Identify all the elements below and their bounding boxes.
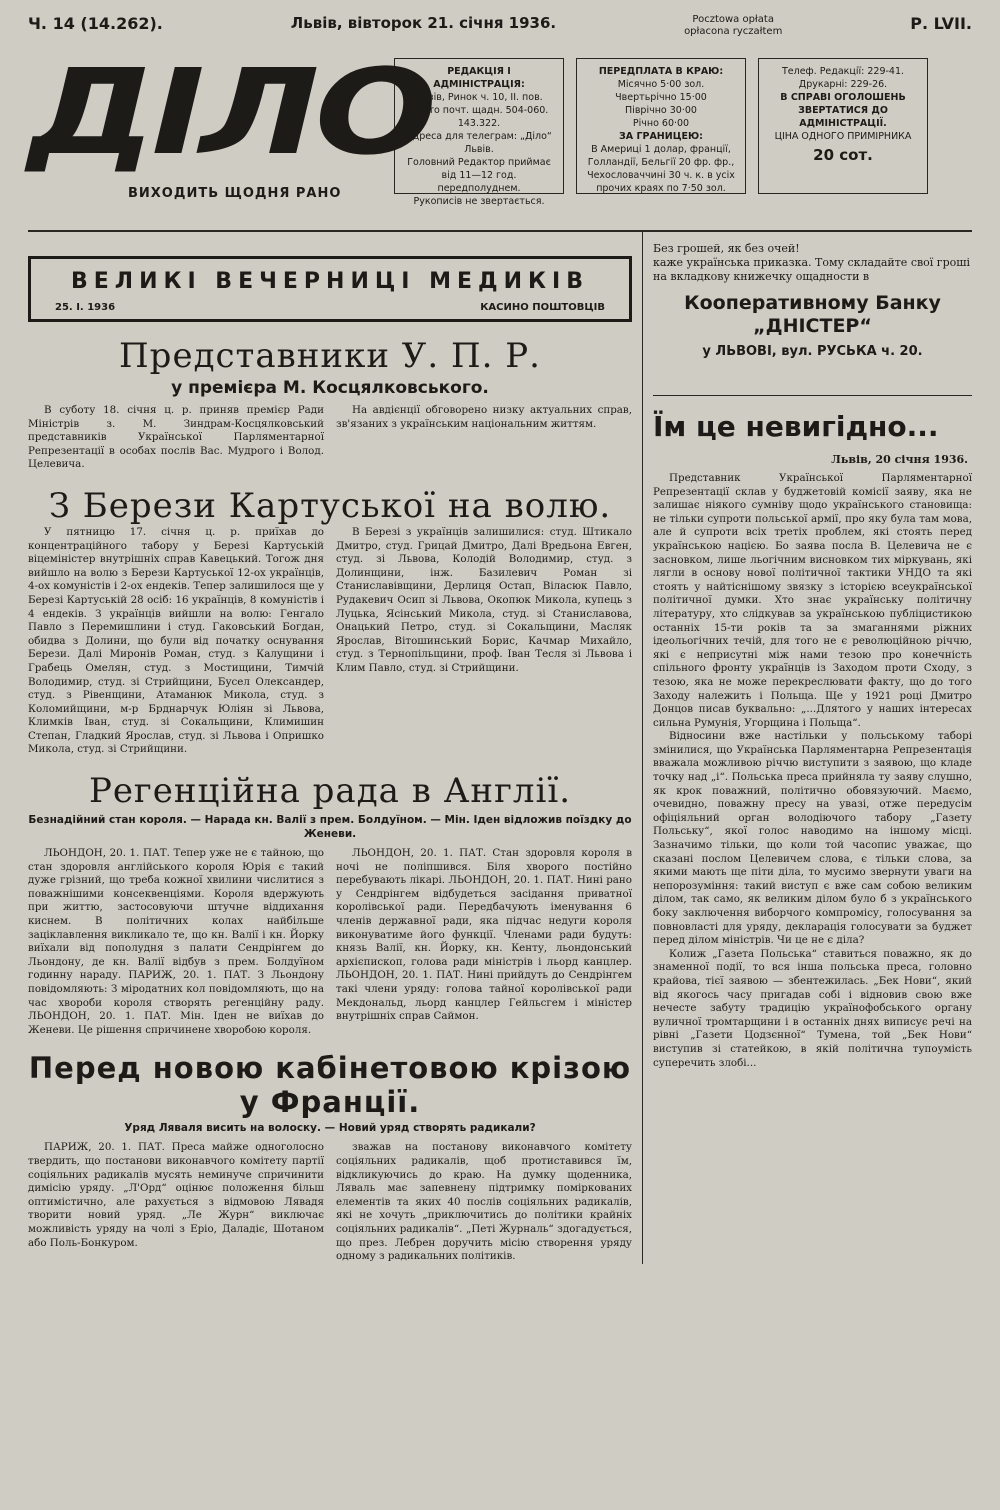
article-4-deck: Уряд Ляваля висить на волоску. — Новий уряд створять радикали? <box>124 1122 536 1135</box>
office-heading: РЕДАКЦІЯ І АДМІНІСТРАЦІЯ: <box>433 66 525 90</box>
article-1-title: Представники У. П. Р. <box>119 336 541 376</box>
article-1-col-1: В суботу 18. січня ц. р. приняв премієр Ради Міністрів з. М. Зиндрам-Косцялковський представників Української Парляментарної Репрезентації в особах послів Вас. Мудрого і Волод. Целевича. <box>28 404 324 471</box>
ads-note: В СПРАВІ ОГОЛОШЕНЬ ЗВЕРТАТИСЯ ДО АДМІНІСТРАЦІЇ. <box>780 92 906 129</box>
event-banner <box>28 256 632 322</box>
editorial-paragraph: Відносини вже настільки у польському таборі змінилися, що Українська Парляментарна Репрезентація вважала можливою річчю виступити з заявою, що кладе точку над „і“. Польська преса прийняла ту заяву слушно, як крок поважний, політично обовязуючий. Маємо, очевидно, поважну пресу на увазі, отже передусім офіціяльний орган володіючого табору „Газету Польську“, якої голос наводимо на іншому місці. Зазначимо тільки, що коли той часопис уважає, що сказані послом Целевичем слова, є тільки слова, за якими мають ще піти діла, то мусимо звернути уваги на непорозуміння: такий виступ є вже сам собою великим ділом, так само, як великим ділом було б з українського боку заключення виборчого компромісу, голосування за повновласті для уряду, декларація голосувати за буджет перед ділом міністрів. Чи це не є діла? <box>653 730 972 947</box>
article-1-body <box>28 404 632 472</box>
manuscripts-note: Рукописів не звертається. <box>413 196 545 207</box>
tagline: ВИХОДИТЬ ЩОДНЯ РАНО <box>128 186 342 201</box>
editor-hours: Головний Редактор приймає від 11—12 год. передполуднем. <box>407 157 551 194</box>
editorial-paragraph: Представник Української Парляментарної Репрезентації склав у буджетовій комісії заяву, яка не залишає ніякого сумніву щодо українського становища: не тільки супроти польської армії, про яку була там мова, але й супроти всіх третіх проблем, які стоять перед українською нацією. Бо заява посла В. Целевича не є засновком, лише льогічним висновком тих міркувань, які лягли в основу нової політичної тактики УНДО та які стоять у найтіснішому звязку з історією всеукраїнської політичної думки. Хто знає українську політичну літературу, хто слідкував за українською публіцистикою останніх 15-ти років та за змаганнями ріжних ідеольогічних течій, для того не є революційною річчю, які є неприсутні між нами тезою про конечність спільного фронту українців із Заходом проти Сходу, з тезою, яка не може перекреслювати факту, що до того Заходу належить і Польща. Ще у 1921 році Дмитро Донцов писав буквально: „...Длятого у наших інтересах сильна Румунія, Угорщина і Польща“. <box>653 472 972 729</box>
bank-name: Кооперативному Банку „ДНІСТЕР“ <box>684 292 941 337</box>
phone-printing: Друкарні: 229-26. <box>798 79 888 90</box>
postal-account: Конто почт. щадн. 504-060. 143.322. <box>409 105 549 129</box>
event-venue: КАСИНО ПОШТОВЦІВ <box>480 302 605 313</box>
article-2-body <box>28 526 632 757</box>
telegram-address: Адреса для телеграм: „Діло“ Львів. <box>406 131 552 155</box>
price-yearly: Річно 60·00 <box>632 118 690 129</box>
dateline: Львів, вівторок 21. січня 1936. <box>290 14 557 32</box>
abroad-heading: ЗА ГРАНИЦЕЮ: <box>619 131 703 142</box>
price-quarterly: Чвертьрічно 15·00 <box>615 92 707 103</box>
article-3-body <box>28 847 632 1037</box>
price-monthly: Місячно 5·00 зол. <box>617 79 705 90</box>
article-4-col-2: зважав на постанову виконавчого комітету соціяльних радикалів, щоб протиставився їм, відкликуючись до краю. На думку щоденника, Ляваль має запевнену підтримку поміркованих елементів та яких 40 послів соціяльних радикалів, які не хочуть „приключитись до політики крайніх соціяльних радикалів“. „Петі Журналь“ здогадується, що през. Лебрен доручить місію створення уряду одному з радикальних політиків. <box>336 1141 632 1263</box>
article-4-title: Перед новою кабінетовою крізою у Франції. <box>28 1051 632 1120</box>
copy-price: 20 сот. <box>813 146 873 164</box>
article-4-col-1: ПАРИЖ, 20. 1. ПАТ. Преса майже одноголосно твердить, що постанови виконавчого комітету партії соціяльних радикалів мусять неминуче спричинити димісію уряду. „Л'Орд“ оцінює положення більш оптимістично, але рахується з відмовою Лявадя творити новий уряд. „Ле Журн“ виключає можливість уряду на чолі з Еріо, Даладіє, Шотаном або Поль-Бонкуром. <box>28 1141 324 1249</box>
article-3-deck: Безнадійний стан короля. — Нарада кн. Валії з прем. Болдуїном. — Мін. Іден відложив поїздку до Женеви. <box>28 814 632 841</box>
bank-ad-line-2: каже українська приказка. Тому складайте свої гроші на вкладкову книжечку ощадности в <box>653 256 970 283</box>
right-column <box>643 232 972 1264</box>
postal-line-1: Pocztowa opłata <box>692 14 774 25</box>
article-1-col-2: На авдієнції обговорено низку актуальних справ, зв'язаних з українським національним життям. <box>336 404 632 430</box>
bank-ad-text <box>653 232 972 284</box>
copy-price-label: ЦІНА ОДНОГО ПРИМІРНИКА <box>774 131 912 142</box>
office-address: Львів, Ринок ч. 10, II. пов. <box>415 92 543 103</box>
bank-address: у ЛЬВОВІ, вул. РУСЬКА ч. 20. <box>702 344 923 359</box>
price-halfyear: Піврічно 30·00 <box>625 105 697 116</box>
article-4-body <box>28 1141 632 1263</box>
event-date: 25. І. 1936 <box>55 302 116 313</box>
article-1-subtitle: у премієра М. Косцялковського. <box>171 378 489 398</box>
editorial-dateline: Львів, 20 січня 1936. <box>831 453 968 466</box>
issue-number: Ч. 14 (14.262). <box>28 14 163 33</box>
subscription-box <box>576 58 746 194</box>
left-column <box>28 232 643 1264</box>
article-2-col-1: У пятницю 17. січня ц. р. приїхав до концентраційного табору у Березі Картуській віцеміністер внутрішніх справ Кавецький. Тогож дня вийшло на волю з Берези Картуської 12-ох українців, 4-ох комуністів і 2-ох ендеків. Тепер залишилося ще у Березі Картуській 28 осіб: 16 українців, 8 комуністів і 4 ендеків. З українців вийшли на волю: Генгало Павло з Перемишлини і студ. Гаковський Богдан, обидва з Долини, що були від початку оснування Берези. Далі Миронів Роман, студ. з Калущини і Грабець Омелян, студ. з Мостищини, Тимчій Володимир, студ. зі Стрийщини, Бусел Олександер, студ. з Рівенщини, Атаманюк Микола, студ. з Коломийщини, м-р Брднарчук Юліян зі Львова, Климків Іван, студ. зі Сокальщини, Климишин Степан, Гладкий Ярослав, студ. зі Львова і Опришко Микола, студ. зі Стрийщини. <box>28 525 324 756</box>
postal-line-2: opłacona ryczałtem <box>684 26 783 37</box>
postal-note <box>684 14 782 38</box>
abroad-prices: В Америці 1 долар, франції, Голландії, Бельгії 20 фр. фр., Чехословаччині 30 ч. к. в усіх прочих краях по 7·50 зол. <box>587 144 735 194</box>
year-number: Р. LVII. <box>910 14 972 33</box>
phone-editorial: Телеф. Редакції: 229-41. <box>781 66 905 77</box>
phones-box <box>758 58 928 194</box>
article-3-col-1: ЛЬОНДОН, 20. 1. ПАТ. Тепер уже не є тайною, що стан здоровля англійського короля Юрія є такий дуже грізний, що треба кожної хвилини числитися з поважнішими консеквенціями. Короля вдержують при життю, застосовуючи штучне віддихання киснем. В політичних колах найбільше заціклавлення викликало те, що кн. Валії і кн. Йорку виїхали від пополудня з палати Сендрінгем до Льондону, де кн. Валії відбув з прем. Болдуїном годинну нараду. ПАРИЖ, 20. 1. ПАТ. З Льондону повідомляють: З міродатних кол повідомляють, що на час хвороби короля створять регенційну раду. ЛЬОНДОН, 20. 1. ПАТ. Мін. Іден не виїхав до Женеви. Це рішення спричинене хворобою короля. <box>28 847 324 1036</box>
subscription-heading: ПЕРЕДПЛАТА В КРАЮ: <box>598 66 724 77</box>
article-2-col-2: В Березі з українців залишилися: студ. Штикало Дмитро, студ. Грицай Дмитро, Далі Вредьона Евген, студ. зі Львова, Колодій Володимир, студ. з Долинщини, інж. Базилевич Роман зі Станиславівщини, Дерлиця Остап, Віласюк Павло, Рудакевич Осип зі Львова, Окопюк Микола, купець з Луцька, Ясінський Микола, студ. зі Станиславова, Онацький Петро, студ. зі Сокальщини, Масляк Ярослав, Вітошинський Борис, Качмар Михайло, студ. з Тернопільщини, проф. Іван Тесля зі Львова і Клим Павло, студ. зі Стрийщини. <box>336 525 632 674</box>
newspaper-title: ДІЛО <box>28 43 433 181</box>
article-3-col-2: ЛЬОНДОН, 20. 1. ПАТ. Стан здоровля короля в ночі не поліпшився. Біля хворого постійно перебувають лікарі. ЛЬОНДОН, 20. 1. ПАТ. Нині рано у Сендрінгем відбудеться засідання приватної королівської ради. Передбачують іменування 6 членів державної ради, яка підчас недуги короля виконуватиме його функції. Членами ради будуть: князь Валії, кн. Йорку, кн. Кенту, льондонський архієпископ, голова ради міністрів і льорд канцлер. ЛЬОНДОН, 20. 1. ПАТ. Нині прийдуть до Сендрінгем такі члени уряду: голова тайної королівської ради Мекдональд, льорд канцлер Гейльсгем і міністер внутрішніх справ Саймон. <box>336 847 632 1023</box>
top-line <box>28 0 972 40</box>
event-title: ВЕЛИКІ ВЕЧЕРНИЦІ МЕДИКІВ <box>71 269 589 294</box>
bank-ad-line-1: Без грошей, як без очей! <box>653 242 800 255</box>
editorial-paragraph: Колиж „Газета Польська“ ставиться поважно, як до знаменної події, то вся інша польська преса, головно крайова, тієї заявою — збентежилась. „Бек Нови“, який від якогось часу пригадав собі і відновив свою вже нечесте забуту традицію українофобського органу вуличної тромтарщини і в останніх днях виписує речі на рівні „Газети Цодзєнної“ Тумена, той „Бек Нови“ виступив зі статейкою, в якій політична тупоумість суперечить злобі... <box>653 947 972 1069</box>
article-2-title: З Берези Картуської на волю. <box>48 485 612 526</box>
masthead <box>28 40 972 232</box>
article-3-title: Регенційна рада в Англії. <box>88 771 572 812</box>
editorial-title: Їм це невигідно... <box>653 395 972 443</box>
